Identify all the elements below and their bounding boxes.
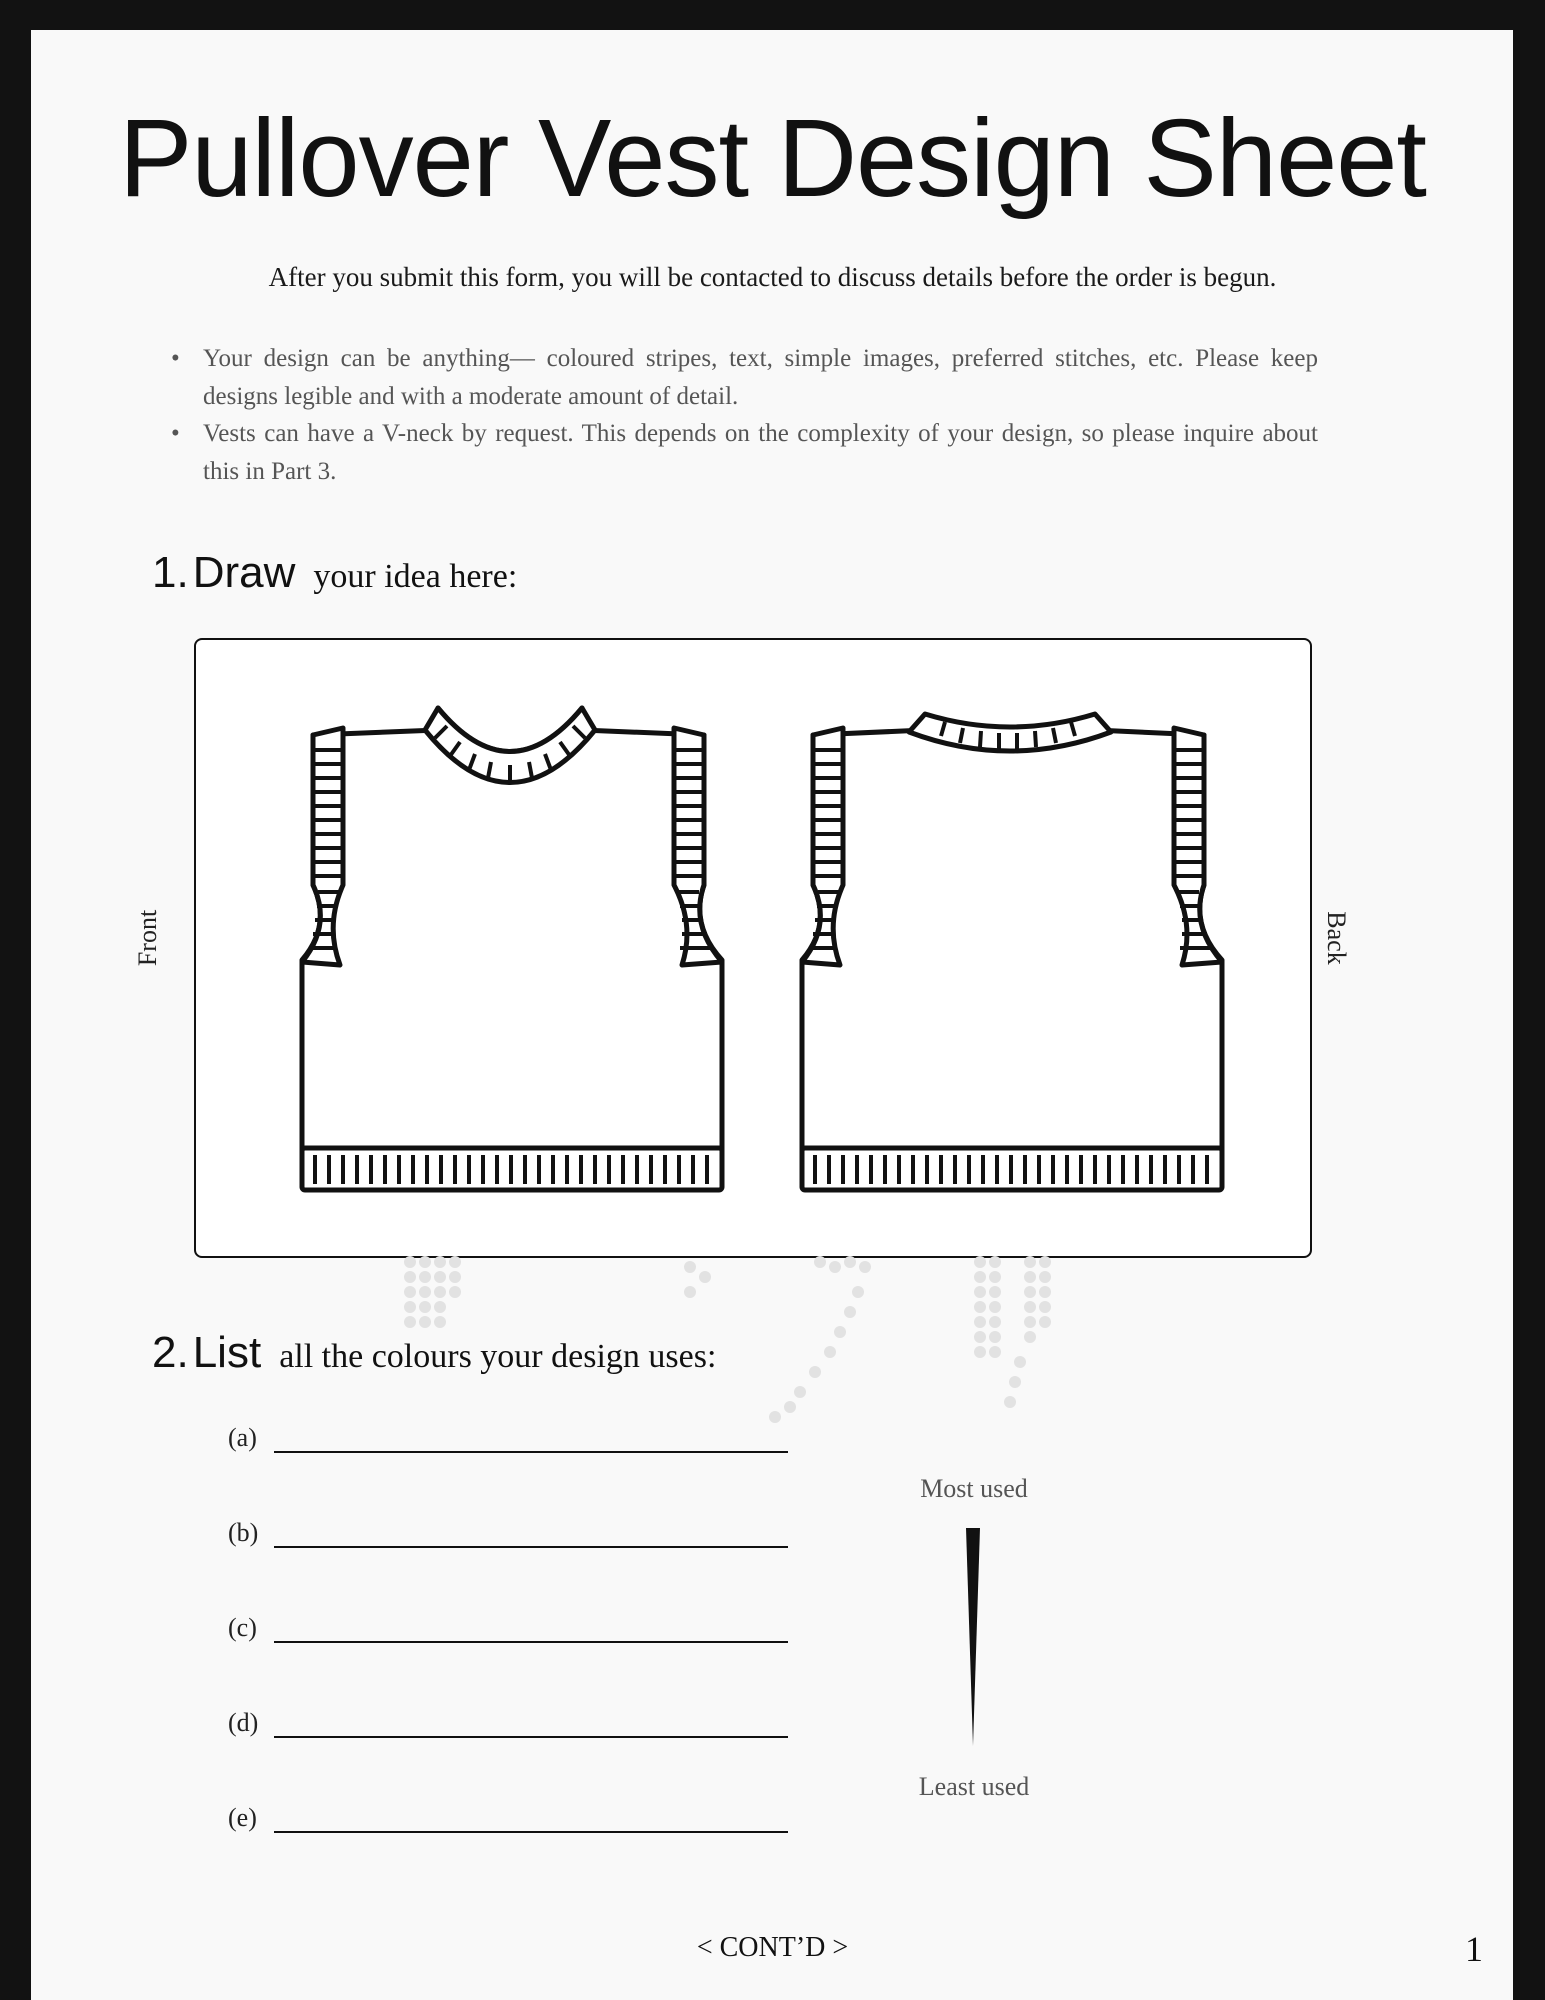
colour-field-a[interactable] — [228, 1413, 788, 1453]
colour-label: (d) — [228, 1708, 259, 1737]
section-number: 2. — [152, 1328, 189, 1377]
page-title: Pullover Vest Design Sheet — [119, 97, 1426, 220]
section-text: all the colours your design uses: — [279, 1338, 717, 1375]
colour-input-line[interactable] — [274, 1831, 788, 1833]
colour-field-c[interactable] — [228, 1603, 788, 1643]
section-text: your idea here: — [313, 558, 518, 595]
colour-input-line[interactable] — [274, 1641, 788, 1643]
colour-input-line[interactable] — [274, 1451, 788, 1453]
back-vest-template[interactable] — [785, 700, 1235, 1200]
page-number: 1 — [1465, 1929, 1483, 1969]
back-label: Back — [1322, 911, 1351, 965]
colour-field-b[interactable] — [228, 1508, 788, 1548]
instructions-list — [168, 340, 1318, 490]
continued-marker: < CONT’D > — [696, 1932, 849, 1963]
section-verb: List — [192, 1328, 262, 1377]
colour-label: (c) — [228, 1613, 257, 1642]
section-1-heading — [152, 548, 517, 598]
section-2-heading — [152, 1328, 716, 1378]
colour-field-d[interactable] — [228, 1698, 788, 1738]
section-verb: Draw — [192, 548, 296, 597]
instruction-item: • Vests can have a V-neck by request. This depends on the complexity of your design, so please inquire about this in Part 3. — [168, 415, 1318, 490]
front-vest-template[interactable] — [285, 700, 735, 1200]
colour-label: (b) — [228, 1518, 259, 1547]
colour-label: (a) — [228, 1423, 257, 1452]
usage-scale-wedge — [965, 1528, 981, 1746]
colour-field-e[interactable] — [228, 1793, 788, 1833]
least-used-label: Least used — [918, 1772, 1030, 1801]
most-used-label: Most used — [920, 1474, 1028, 1503]
intro-text: After you submit this form, you will be contacted to discuss details before the order is begun. — [268, 262, 1277, 292]
front-label: Front — [133, 909, 162, 967]
instruction-item: • Your design can be anything— coloured stripes, text, simple images, preferred stitches, etc. Please keep designs legible and with a moderate amount of detail. — [168, 340, 1318, 415]
colour-input-line[interactable] — [274, 1736, 788, 1738]
colour-label: (e) — [228, 1803, 257, 1832]
section-number: 1. — [152, 548, 189, 597]
colour-input-line[interactable] — [274, 1546, 788, 1548]
